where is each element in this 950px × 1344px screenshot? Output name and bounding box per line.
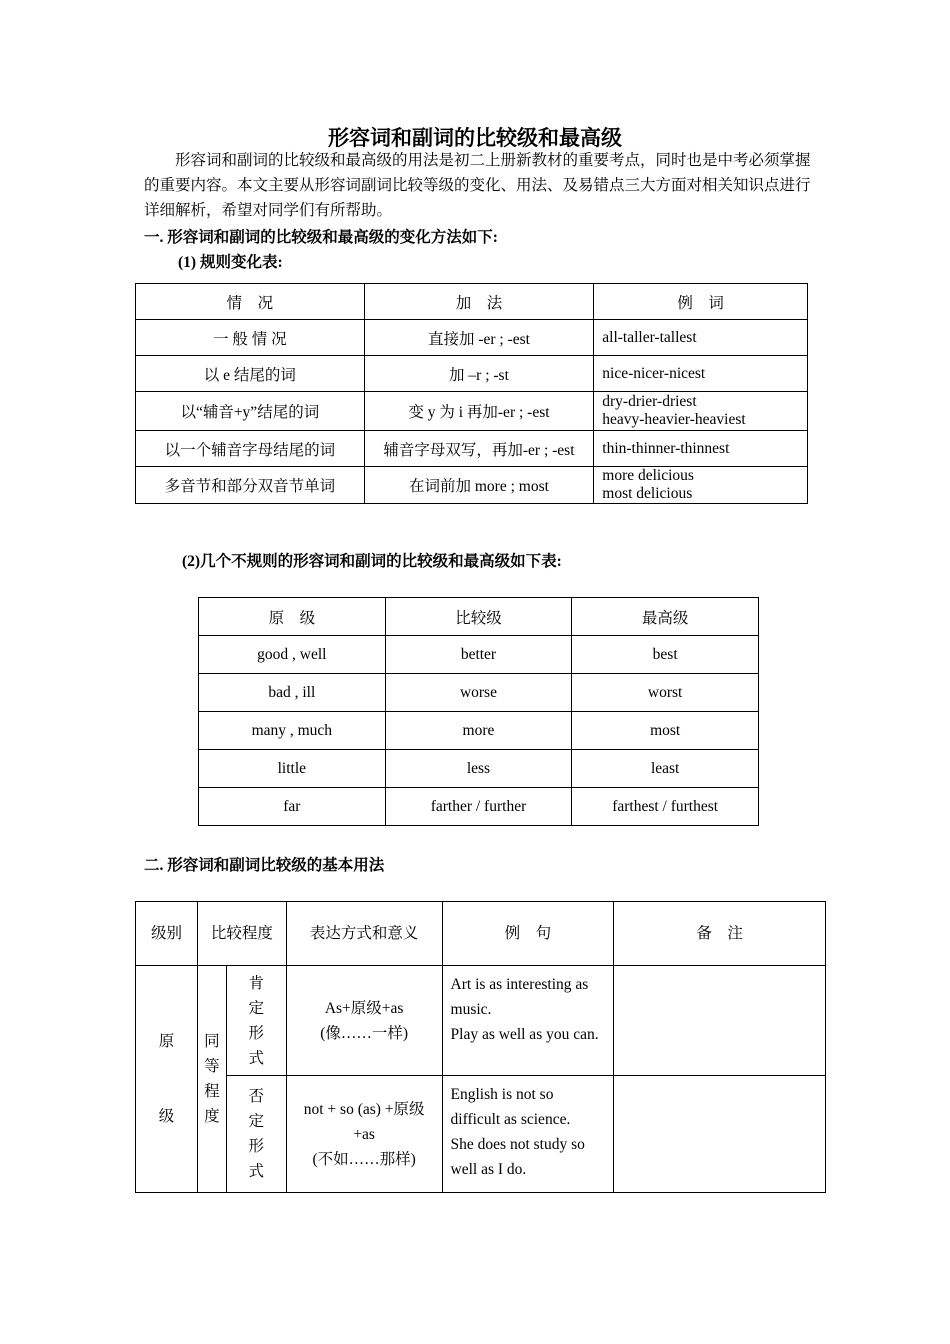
example-word: all-taller-tallest: [602, 328, 697, 346]
example-cell: [594, 392, 808, 431]
header-cell: 备 注: [614, 902, 826, 966]
example-word: most delicious: [602, 485, 693, 502]
table-row: [136, 431, 808, 467]
table-row: [199, 674, 759, 712]
form-label: 否定形式: [248, 1088, 265, 1180]
example-word: thin-thinner-thinnest: [602, 439, 730, 457]
case-cell: 多音节和部分双音节单词: [136, 467, 365, 504]
example-cell: [594, 356, 808, 392]
expression-line: As+原级+as: [324, 999, 404, 1017]
page-title: 形容词和副词的比较级和最高级: [328, 126, 622, 150]
example-cell: [594, 320, 808, 356]
expression-line: not + so (as) +原级: [303, 1100, 425, 1118]
comparative-cell: less: [385, 750, 572, 788]
example-sentence-cell: [442, 966, 614, 1076]
comparative-cell: better: [385, 636, 572, 674]
superlative-cell: best: [572, 636, 759, 674]
intro-paragraph: 形容词和副词的比较级和最高级的用法是初二上册新教材的重要考点，同时也是中考必须掌握的重要内容。本文主要从形容词副词比较等级的变化、用法、及易错点三大方面对相关知识点进行详细解析，希望对同学们有所帮助。: [144, 152, 811, 219]
degree-cell: [197, 966, 226, 1193]
section2-heading: (2)几个不规则的形容词和副词的比较级和最高级如下表:: [182, 553, 562, 570]
table-row: [136, 392, 808, 431]
positive-cell: bad , ill: [199, 674, 386, 712]
note-cell: [614, 1076, 826, 1193]
positive-cell: far: [199, 788, 386, 826]
method-cell: 在词前加 more ; most: [364, 467, 594, 504]
table-row: [136, 356, 808, 392]
usage-table: [135, 901, 826, 1193]
example-sentence: Art is as interesting as music.: [450, 976, 589, 1018]
superlative-cell: least: [572, 750, 759, 788]
superlative-cell: most: [572, 712, 759, 750]
section1-subheading: (1) 规则变化表:: [178, 254, 283, 271]
header-cell: 级别: [136, 902, 198, 966]
method-cell: 直接加 -er ; -est: [364, 320, 594, 356]
header-cell: 比较级: [385, 598, 572, 636]
regular-rules-table: [135, 283, 808, 504]
form-label: 肯定形式: [248, 974, 265, 1067]
expression-cell: [286, 1076, 442, 1193]
header-cell: 加 法: [364, 284, 594, 320]
table-row: [136, 320, 808, 356]
method-cell: 变 y 为 i 再加-er ; -est: [364, 392, 594, 431]
case-cell: 以 e 结尾的词: [136, 356, 365, 392]
header-cell: 原 级: [199, 598, 386, 636]
example-sentence: She does not study so well as I do.: [450, 1136, 585, 1178]
example-sentence: Play as well as you can.: [450, 1026, 599, 1043]
positive-cell: little: [199, 750, 386, 788]
header-cell: 情 况: [136, 284, 365, 320]
case-cell: 以一个辅音字母结尾的词: [136, 431, 365, 467]
table-row: [199, 636, 759, 674]
example-cell: [594, 431, 808, 467]
level-char: 原: [158, 1033, 175, 1050]
example-word: nice-nicer-nicest: [602, 364, 706, 382]
table-row: [199, 712, 759, 750]
positive-cell: good , well: [199, 636, 386, 674]
table-row: [136, 966, 826, 1076]
superlative-cell: worst: [572, 674, 759, 712]
table-header-row: [136, 284, 808, 320]
expression-line: (像……一样): [320, 1024, 409, 1042]
header-cell: 比较程度: [197, 902, 286, 966]
table-header-row: [199, 598, 759, 636]
example-word: more delicious: [602, 467, 694, 484]
comparative-cell: worse: [385, 674, 572, 712]
superlative-cell: farthest / furthest: [572, 788, 759, 826]
example-word: dry-drier-driest: [602, 393, 697, 410]
irregular-forms-table: [198, 597, 759, 826]
expression-cell: [286, 966, 442, 1076]
header-cell: 表达方式和意义: [286, 902, 442, 966]
example-sentence: English is not so difficult as science.: [450, 1086, 571, 1128]
table-row: [136, 467, 808, 504]
form-cell: [226, 1076, 286, 1193]
level-char: 级: [158, 1108, 175, 1125]
table-row: [136, 1076, 826, 1193]
header-cell: 例 句: [442, 902, 614, 966]
table-header-row: [136, 902, 826, 966]
expression-line: (不如……那样): [312, 1150, 416, 1168]
example-sentence-cell: [442, 1076, 614, 1193]
method-cell: 加 –r ; -st: [364, 356, 594, 392]
section3-heading: 二. 形容词和副词比较级的基本用法: [144, 857, 385, 874]
header-cell: 例 词: [594, 284, 808, 320]
example-cell: [594, 467, 808, 504]
table-row: [199, 788, 759, 826]
case-cell: 以“辅音+y”结尾的词: [136, 392, 365, 431]
form-cell: [226, 966, 286, 1076]
section1-heading: 一. 形容词和副词的比较级和最高级的变化方法如下:: [144, 229, 498, 246]
example-word: heavy-heavier-heaviest: [602, 411, 746, 428]
header-cell: 最高级: [572, 598, 759, 636]
comparative-cell: more: [385, 712, 572, 750]
note-cell: [614, 966, 826, 1076]
positive-cell: many , much: [199, 712, 386, 750]
expression-line: +as: [353, 1125, 375, 1143]
comparative-cell: farther / further: [385, 788, 572, 826]
level-cell: [136, 966, 198, 1193]
case-cell: 一 般 情 况: [136, 320, 365, 356]
degree-label: 同等程度: [204, 1033, 220, 1125]
method-cell: 辅音字母双写，再加-er ; -est: [364, 431, 594, 467]
table-row: [199, 750, 759, 788]
